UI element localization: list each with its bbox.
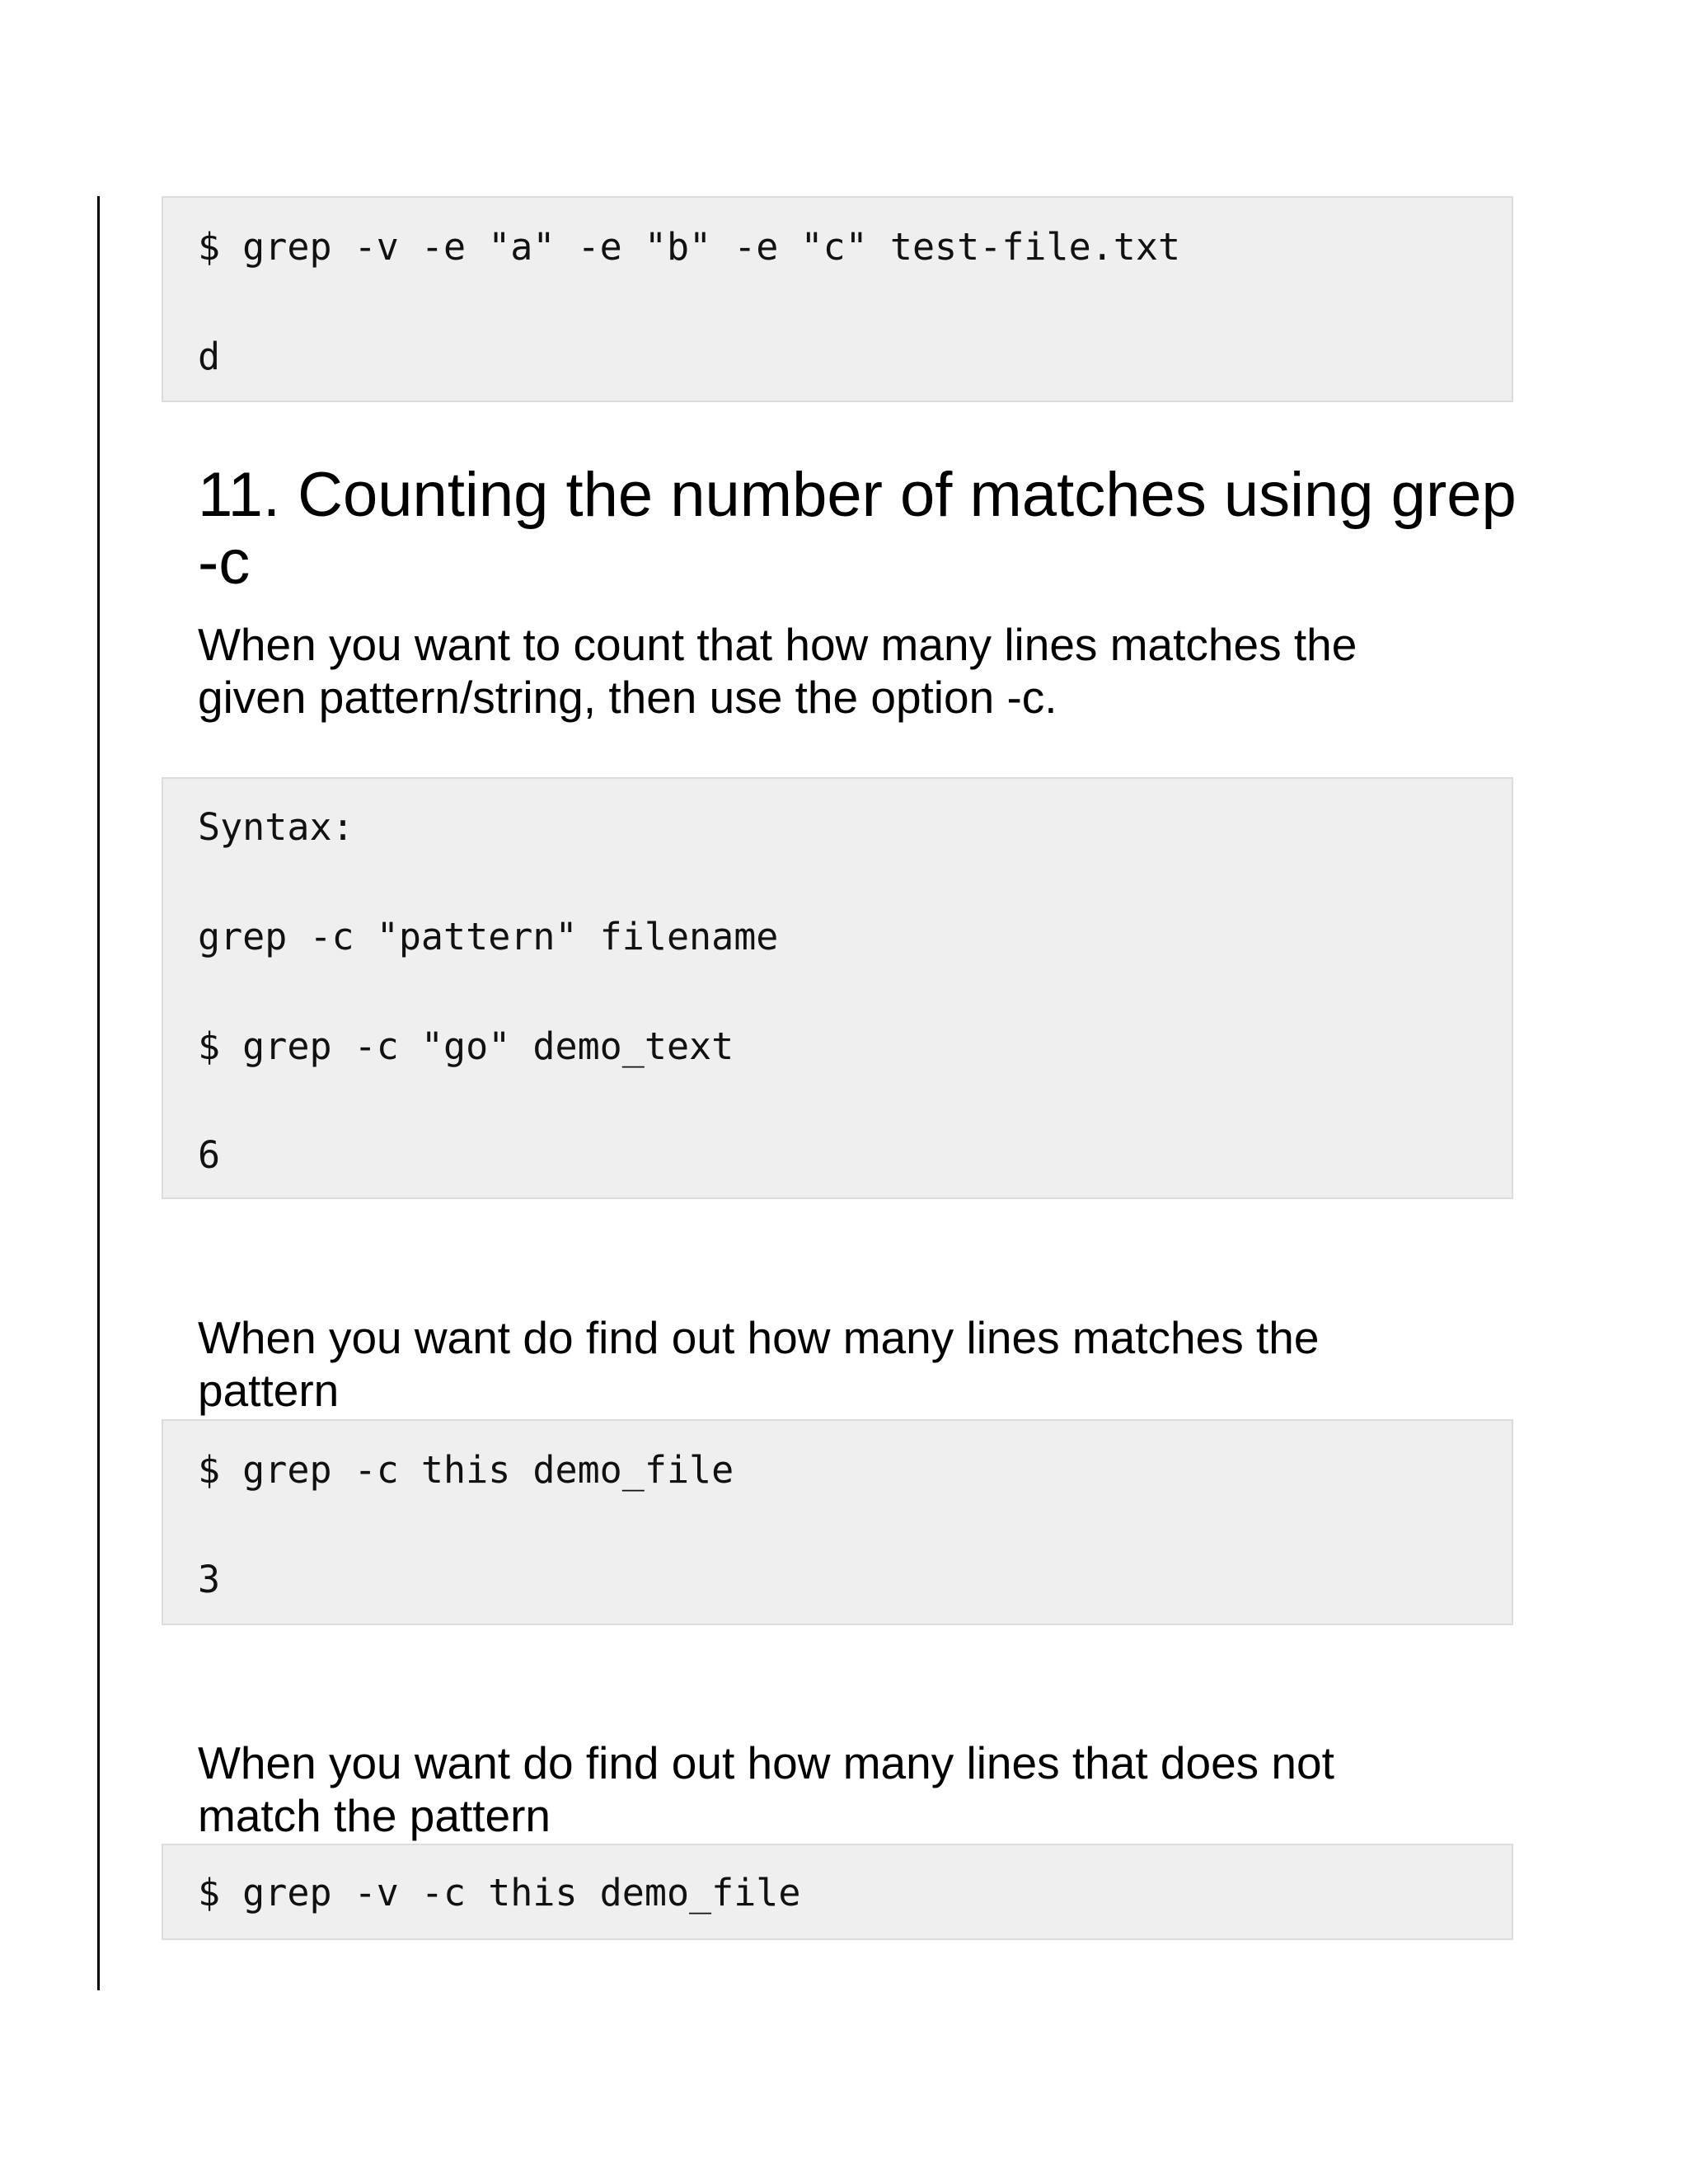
code-block-syntax xyxy=(162,777,1513,1199)
code-block-grep-invert xyxy=(162,196,1513,402)
code-line: 3 xyxy=(198,1558,221,1601)
code-line: Syntax: xyxy=(198,805,354,849)
code-block-count-this xyxy=(162,1419,1513,1625)
paragraph-line: When you want to count that how many lines matches the xyxy=(198,619,1357,670)
code-line: $ grep -c "go" demo_text xyxy=(198,1024,734,1068)
code-line: d xyxy=(198,335,221,378)
heading-line: 11. Counting the number of matches using grep xyxy=(198,460,1517,530)
paragraph-line: given pattern/string, then use the option -c. xyxy=(198,672,1057,723)
section-heading xyxy=(198,462,1517,597)
paragraph-line: pattern xyxy=(198,1365,340,1416)
paragraph-line: match the pattern xyxy=(198,1790,551,1841)
code-line: $ grep -c this demo_file xyxy=(198,1448,734,1492)
paragraph-line: When you want do find out how many lines matches the xyxy=(198,1312,1320,1363)
code-line: $ grep -v -c this demo_file xyxy=(198,1871,801,1915)
paragraph-count-matches xyxy=(198,1311,1517,1417)
left-border-rule xyxy=(97,196,100,1990)
heading-line: -c xyxy=(198,527,251,598)
code-line: 6 xyxy=(198,1133,221,1177)
code-line: grep -c "pattern" filename xyxy=(198,915,779,958)
code-block-invert-count xyxy=(162,1844,1513,1940)
paragraph-count-non-matches xyxy=(198,1736,1517,1842)
code-line: $ grep -v -e "a" -e "b" -e "c" test-file.txt xyxy=(198,225,1181,269)
paragraph-line: When you want do find out how many lines that does not xyxy=(198,1737,1334,1788)
intro-paragraph xyxy=(198,618,1517,724)
